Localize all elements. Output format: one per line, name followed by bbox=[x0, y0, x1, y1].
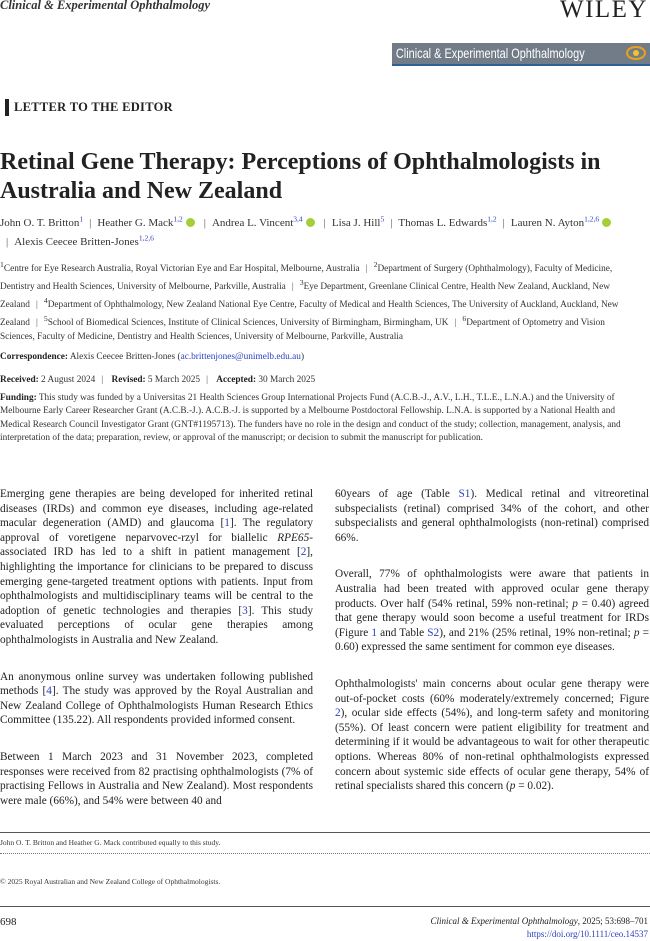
paragraph-text: = 0.02). bbox=[515, 780, 554, 793]
affiliation-separator: | bbox=[291, 282, 294, 293]
section-marker bbox=[5, 99, 9, 116]
received-date: 2 August 2024 bbox=[41, 375, 96, 385]
author-separator: | bbox=[6, 236, 9, 249]
affiliation-separator: | bbox=[454, 318, 457, 329]
author-separator: | bbox=[89, 216, 92, 229]
reference-link[interactable]: S1 bbox=[458, 488, 471, 500]
body-column-right bbox=[335, 487, 649, 816]
copyright: © 2025 Royal Australian and New Zealand College of Ophthalmologists. bbox=[0, 877, 221, 886]
footnote-divider bbox=[0, 853, 650, 854]
journal-banner bbox=[392, 43, 650, 66]
footer-rule bbox=[0, 906, 650, 907]
journal-banner-text: Clinical & Experimental Ophthalmology bbox=[395, 45, 585, 61]
author[interactable] bbox=[398, 214, 497, 229]
affiliation-text: Centre for Eye Research Australia, Royal Victorian Eye and Ear Hospital, Melbourne, Australia bbox=[3, 264, 360, 275]
italic-text: p bbox=[509, 780, 516, 793]
body-paragraph bbox=[335, 487, 649, 545]
author-affiliation-number[interactable]: 1,2,6 bbox=[138, 233, 154, 243]
reference-link[interactable]: 1 bbox=[224, 517, 230, 530]
body-paragraph bbox=[0, 670, 313, 728]
publisher-logo: WILEY bbox=[559, 0, 648, 23]
revised-date: 5 March 2025 bbox=[147, 375, 201, 385]
affiliation-separator: | bbox=[35, 300, 38, 311]
author[interactable] bbox=[211, 214, 318, 229]
author-affiliation-number[interactable]: 5 bbox=[380, 214, 385, 223]
affiliations bbox=[0, 258, 640, 344]
eye-logo-icon bbox=[626, 46, 646, 60]
running-journal-title: Clinical & Experimental Ophthalmology bbox=[0, 0, 211, 12]
author[interactable] bbox=[0, 214, 84, 229]
affiliation-separator: | bbox=[365, 264, 368, 275]
author-affiliation-number[interactable]: 1,2 bbox=[173, 214, 183, 223]
paragraph-text: Overall, 77% of ophthalmologists were aware that patients in Australia had been treated with approved ocular gene therapy products. Over half (54% retinal, 59% non-retinal; bbox=[335, 568, 649, 610]
author-affiliation-number[interactable]: 1,2 bbox=[487, 214, 497, 223]
author-separator: | bbox=[203, 216, 206, 229]
footnote-rule bbox=[0, 832, 650, 833]
author[interactable] bbox=[510, 214, 614, 229]
revised-label: Revised: bbox=[111, 375, 146, 385]
body-paragraph bbox=[0, 750, 313, 808]
paragraph-text: ), and 21% (25% retinal, 19% non-retinal; bbox=[439, 626, 634, 639]
paragraph-text: ]. The study was approved by the Royal Australian and New Zealand College of Ophthalmologists Human Research Ethics Committee (135.22). All respondents provided informed consent. bbox=[0, 685, 313, 727]
equal-contribution-footnote: John O. T. Britton and Heather G. Mack contributed equally to this study. bbox=[0, 838, 221, 847]
citation bbox=[431, 915, 649, 941]
article-section: LETTER TO THE EDITOR bbox=[14, 100, 173, 114]
received-label: Received: bbox=[0, 375, 39, 385]
correspondence-email-link[interactable]: ac.brittenjones@unimelb.edu.au bbox=[180, 352, 301, 362]
author-separator: | bbox=[390, 216, 393, 229]
reference-link[interactable]: 2 bbox=[335, 707, 341, 720]
author[interactable] bbox=[14, 233, 154, 249]
body-paragraph bbox=[0, 487, 313, 648]
author-separator: | bbox=[323, 216, 326, 229]
orcid-icon[interactable] bbox=[306, 218, 315, 227]
author-separator: | bbox=[502, 216, 505, 229]
paragraph-text: ). Medical retinal and vitreoretinal subspecialists (retinal) comprised 34% of the cohort, and other subspecialists and general ophthalmologists (non-retinal) comprised 66%. bbox=[335, 488, 649, 544]
correspondence: Correspondence: Alexis Ceecee Britten-Jones (ac.brittenjones@unimelb.edu.au) bbox=[0, 352, 305, 362]
body-column-left bbox=[0, 487, 313, 830]
author[interactable] bbox=[97, 214, 197, 229]
paragraph-text: -associated IRD has led to a shift in patient management [ bbox=[0, 531, 313, 559]
author-name[interactable]: Andrea L. Vincent bbox=[211, 216, 294, 229]
paragraph-text: and Table bbox=[377, 626, 428, 639]
reference-link[interactable]: 2 bbox=[300, 546, 307, 559]
italic-text: p bbox=[572, 597, 578, 610]
article-dates: Received: 2 August 2024 | Revised: 5 March 2025 | Accepted: 30 March 2025 bbox=[0, 375, 316, 385]
affiliation-number: 6 bbox=[462, 314, 467, 324]
paragraph-text: ), ocular side effects (54%), and long-term safety and monitoring (55%). Of least concern were patient eligibility for treatment and determining if it would be advantageous to wait for other therapeutic options. Whereas 80% of non-retinal ophthalmologists expressed concern about systemic side effects of ocular gene therapy, 54% of retinal specialists shared this concern ( bbox=[335, 707, 649, 793]
correspondence-name: Alexis Ceecee Britten-Jones bbox=[69, 352, 176, 362]
paragraph-text: An anonymous online survey was undertaken following published methods [ bbox=[0, 670, 313, 698]
author-list bbox=[0, 211, 640, 250]
author[interactable] bbox=[331, 214, 385, 229]
affiliation-number: 5 bbox=[43, 314, 48, 324]
affiliation-number: 4 bbox=[43, 296, 48, 306]
reference-link[interactable]: S2 bbox=[427, 626, 440, 639]
author-name[interactable]: Alexis Ceecee Britten-Jones bbox=[14, 236, 139, 249]
affiliation-number: 2 bbox=[373, 260, 378, 269]
affiliation-text: Department of Surgery (Ophthalmology), Faculty of Medicine, Dentistry and Health Sciences, University of Melbourne, Parkville, Australia bbox=[0, 264, 613, 293]
affiliation-text: School of Biomedical Sciences, Institute of Clinical Sciences, University of Birmingham, Birmingham, UK bbox=[47, 318, 449, 329]
italic-text: p bbox=[633, 626, 640, 639]
author-name[interactable]: John O. T. Britton bbox=[0, 216, 80, 229]
funding-label: Funding: bbox=[0, 393, 37, 403]
reference-link[interactable]: 3 bbox=[242, 604, 248, 617]
author-affiliation-number[interactable]: 3,4 bbox=[293, 214, 303, 223]
page-number: 698 bbox=[0, 916, 17, 928]
citation-journal: Clinical & Experimental Ophthalmology bbox=[430, 916, 578, 926]
paragraph-text: Between 1 March 2023 and 31 November 2023, completed responses were received from 82 practising ophthalmologists (7% of practising Fellows in Australia and New Zealand). Most respondents were male (66%), and 54% were between 40 and bbox=[0, 750, 313, 807]
doi-link[interactable]: https://doi.org/10.1111/ceo.14537 bbox=[526, 929, 648, 939]
italic-text: RPE65 bbox=[277, 531, 310, 544]
paragraph-text: = 0.40) agreed that gene therapy would soon become a useful treatment for IRDs (Figure bbox=[335, 597, 649, 639]
affiliation-number: 1 bbox=[0, 260, 4, 269]
citation-details: , 2025; 53:698–701 bbox=[577, 916, 648, 926]
author-affiliation-number[interactable]: 1,2,6 bbox=[584, 214, 600, 223]
accepted-date: 30 March 2025 bbox=[258, 375, 316, 385]
orcid-icon[interactable] bbox=[186, 218, 195, 227]
body-paragraph bbox=[335, 567, 649, 655]
correspondence-label: Correspondence: bbox=[0, 352, 68, 362]
reference-link[interactable]: 4 bbox=[46, 685, 52, 698]
affiliation-text: Department of Ophthalmology, New Zealand National Eye Centre, Faculty of Medical and Health Sciences, The University of Auckland, Auckland, New Zealand bbox=[0, 300, 619, 329]
orcid-icon[interactable] bbox=[602, 218, 611, 227]
affiliation-text: Eye Department, Greenlane Clinical Centre, Health New Zealand, Auckland, New Zealand bbox=[0, 282, 610, 311]
paragraph-text: Emerging gene therapies are being developed for inherited retinal diseases (IRDs) and common eye diseases, including age-related macular degeneration (AMD) and glaucoma [ bbox=[0, 488, 313, 530]
funding-statement bbox=[0, 392, 640, 445]
paragraph-text: ]. The regulatory approval of voretigene neparvovec-rzyl for biallelic bbox=[0, 517, 313, 544]
affiliation-separator: | bbox=[35, 318, 38, 329]
body-paragraph bbox=[335, 677, 649, 794]
author-name[interactable]: Heather G. Mack bbox=[97, 216, 174, 229]
affiliation-text: Department of Optometry and Vision Sciences, Faculty of Medicine, Dentistry and Health Sciences, University of Melbourne, Parkville, Australia bbox=[0, 318, 605, 343]
author-name[interactable]: Lauren N. Ayton bbox=[510, 216, 585, 229]
author-name[interactable]: Thomas L. Edwards bbox=[398, 216, 488, 229]
paragraph-text: 60years of age (Table bbox=[335, 488, 459, 500]
article-title: Retinal Gene Therapy: Perceptions of Ophthalmologists in Australia and New Zealand bbox=[0, 149, 601, 204]
paragraph-text: = 0.60) expressed the same sentiment for common eye diseases. bbox=[335, 626, 649, 654]
affiliation-number: 3 bbox=[299, 278, 304, 288]
accepted-label: Accepted: bbox=[216, 375, 257, 385]
paragraph-text: ]. This study evaluated perceptions of ocular gene therapies among ophthalmologists in Australia and New Zealand. bbox=[0, 604, 313, 646]
funding-text: This study was funded by a Universitas 21 Health Sciences Group International Projects Fund (A.C.B.-J., A.V., L.H., T.L.E., L.N.A.) and the University of Melbourne Early Career Researcher Grant (A.C.B.-J.). A.C.B.-J. is supported by a Melbourne Postdoctoral Fellowship. L.N.A. is supported by a National Health and Medical Research Council Investigator Grant (GNT#1195713). The funders have no role in the design and conduct of the study; collection, management, analysis, and interpretation of the data; preparation, review, or approval of the manuscript; or decision to submit the manuscript for publication. bbox=[0, 393, 621, 443]
author-name[interactable]: Lisa J. Hill bbox=[331, 216, 381, 229]
reference-link[interactable]: 1 bbox=[371, 626, 377, 639]
author-affiliation-number[interactable]: 1 bbox=[79, 214, 84, 223]
paragraph-text: Ophthalmologists' main concerns about ocular gene therapy were out-of-pocket costs (60% moderately/extremely concerned; Figure bbox=[335, 677, 649, 705]
paragraph-text: ], highlighting the importance for clinicians to be prepared to discuss emerging gene-targeted treatment options with patients. Input from ophthalmologists and multidisciplinary teams will be central to the adoption of genetic technologies and therapies [ bbox=[0, 546, 313, 617]
